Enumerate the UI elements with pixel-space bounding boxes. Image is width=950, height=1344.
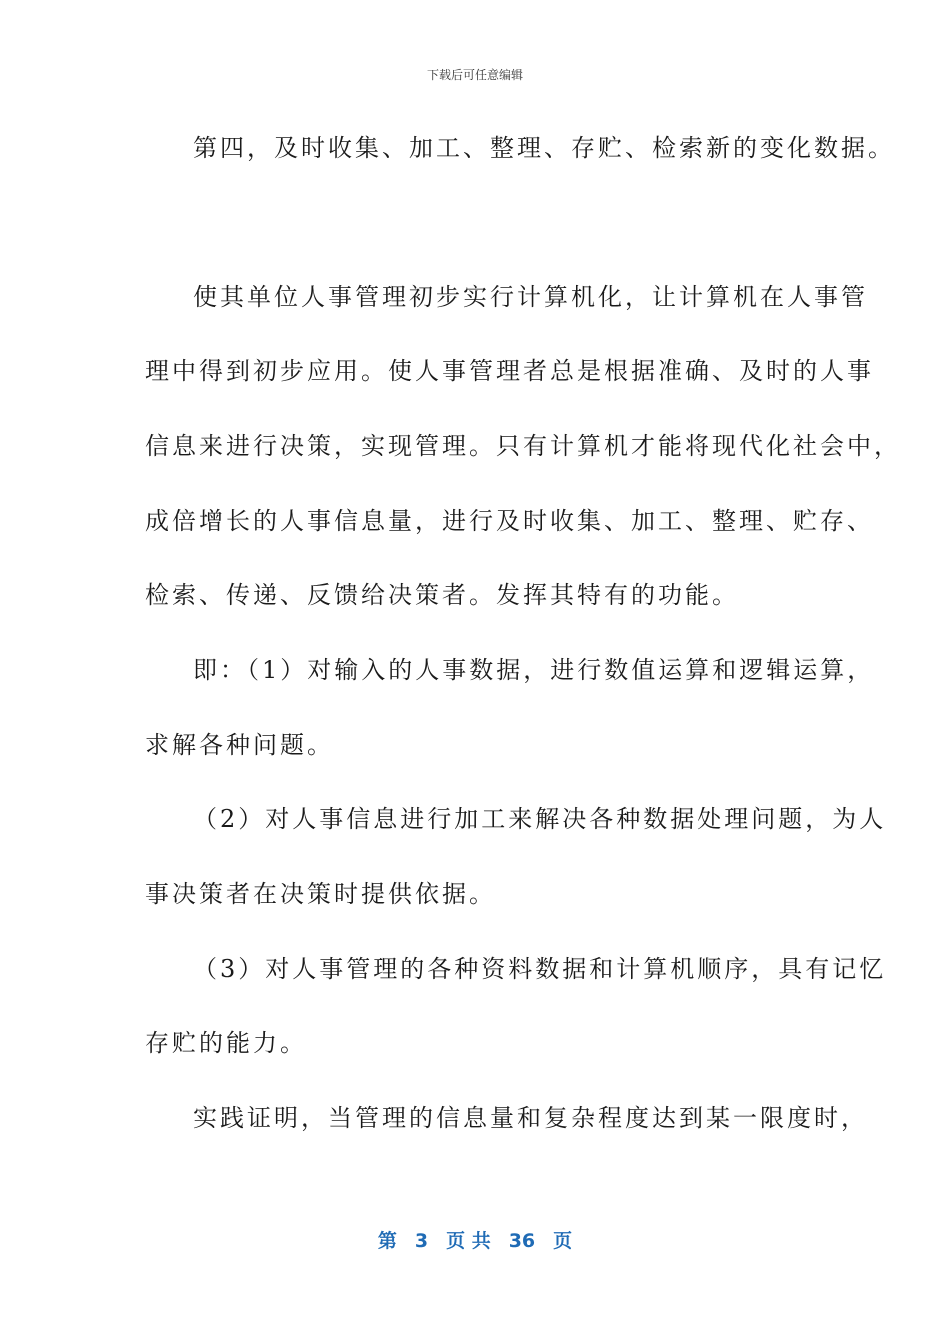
footer-page-number: 3 [414, 1230, 429, 1252]
text-line-11: （3）对人事管理的各种资料数据和计算机顺序，具有记忆 [193, 955, 887, 983]
text-line-10: 事决策者在决策时提供依据。 [145, 880, 496, 908]
text-line-2: 使其单位人事管理初步实行计算机化，让计算机在人事管 [193, 283, 868, 311]
text-line-12: 存贮的能力。 [145, 1029, 307, 1057]
footer-middle: 页 共 [446, 1230, 491, 1252]
text-line-3: 理中得到初步应用。使人事管理者总是根据准确、及时的人事 [145, 357, 874, 385]
text-line-13: 实践证明，当管理的信息量和复杂程度达到某一限度时， [193, 1104, 868, 1132]
footer-total-pages: 36 [508, 1230, 536, 1252]
page-footer [0, 1226, 950, 1253]
text-line-5: 成倍增长的人事信息量，进行及时收集、加工、整理、贮存、 [145, 507, 874, 535]
header-note: 下载后可任意编辑 [426, 68, 523, 82]
footer-prefix: 第 [377, 1230, 397, 1252]
text-line-8: 求解各种问题。 [145, 731, 334, 759]
text-line-6: 检索、传递、反馈给决策者。发挥其特有的功能。 [145, 581, 739, 609]
text-line-4: 信息来进行决策，实现管理。只有计算机才能将现代化社会中， [145, 432, 901, 460]
footer-suffix: 页 [553, 1230, 573, 1252]
text-line-7: 即：（1）对输入的人事数据，进行数值运算和逻辑运算， [193, 656, 875, 684]
text-line-9: （2）对人事信息进行加工来解决各种数据处理问题，为人 [193, 805, 887, 833]
text-line-1: 第四，及时收集、加工、整理、存贮、检索新的变化数据。 [193, 134, 895, 162]
